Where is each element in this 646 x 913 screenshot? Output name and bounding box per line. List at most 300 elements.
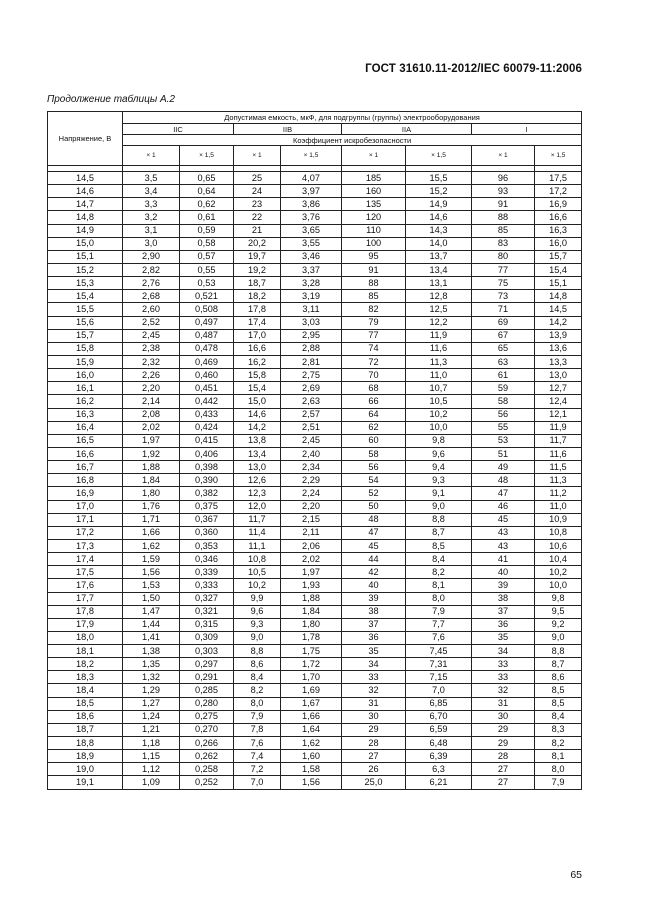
table-row [48, 447, 582, 460]
i-x15-cell: 11,5 [535, 461, 582, 474]
iic-x1-cell: 1,80 [123, 487, 180, 500]
iia-x1-cell: 42 [342, 566, 406, 579]
iic-x1-cell: 2,76 [123, 277, 180, 290]
iib-x1-cell: 8,8 [234, 645, 281, 658]
voltage-cell: 19,0 [48, 763, 123, 776]
table-row [48, 303, 582, 316]
iia-x15-cell: 8,1 [406, 579, 472, 592]
iia-x15-cell: 7,9 [406, 605, 472, 618]
iic-x15-cell: 0,469 [180, 355, 234, 368]
iia-x1-cell: 44 [342, 553, 406, 566]
iia-x1-cell: 47 [342, 526, 406, 539]
iib-x15-cell: 2,69 [281, 382, 342, 395]
table-row [48, 645, 582, 658]
iib-x15-cell: 1,78 [281, 631, 342, 644]
iib-x1-cell: 9,3 [234, 618, 281, 631]
i-x15-cell: 12,4 [535, 395, 582, 408]
i-x1-cell: 61 [472, 369, 535, 382]
iib-x1-cell: 15,8 [234, 369, 281, 382]
iib-x1-cell: 8,0 [234, 697, 281, 710]
iic-x1-cell: 2,14 [123, 395, 180, 408]
iia-x1-cell: 38 [342, 605, 406, 618]
iia-x1-cell: 27 [342, 750, 406, 763]
i-x15-cell: 11,9 [535, 421, 582, 434]
i-x1-cell: 39 [472, 579, 535, 592]
iic-x15-cell: 0,252 [180, 776, 234, 789]
i-x1-cell: 30 [472, 710, 535, 723]
iia-x1-cell: 54 [342, 474, 406, 487]
iic-x15-cell: 0,297 [180, 658, 234, 671]
iia-x15-cell: 14,3 [406, 224, 472, 237]
iic-x1-cell: 1,71 [123, 513, 180, 526]
multiplier-header: × 1 [123, 146, 180, 166]
iib-x1-cell: 17,0 [234, 329, 281, 342]
iic-x1-cell: 1,38 [123, 645, 180, 658]
i-x15-cell: 8,2 [535, 737, 582, 750]
iib-x1-cell: 13,4 [234, 447, 281, 460]
capacity-header: Допустимая емкость, мкФ, для подгруппы (группы) электрооборудования [123, 112, 582, 124]
table-row [48, 513, 582, 526]
iic-x1-cell: 2,68 [123, 290, 180, 303]
i-x15-cell: 10,8 [535, 526, 582, 539]
iic-x1-cell: 2,32 [123, 355, 180, 368]
iia-x15-cell: 7,7 [406, 618, 472, 631]
i-x15-cell: 12,7 [535, 382, 582, 395]
iib-x15-cell: 1,72 [281, 658, 342, 671]
i-x1-cell: 51 [472, 447, 535, 460]
iib-x1-cell: 8,6 [234, 658, 281, 671]
iib-x1-cell: 16,2 [234, 355, 281, 368]
iib-x15-cell: 2,57 [281, 408, 342, 421]
iic-x15-cell: 0,487 [180, 329, 234, 342]
iic-x15-cell: 0,460 [180, 369, 234, 382]
iia-x15-cell: 11,6 [406, 342, 472, 355]
i-x1-cell: 36 [472, 618, 535, 631]
iib-x1-cell: 14,2 [234, 421, 281, 434]
iib-x15-cell: 3,03 [281, 316, 342, 329]
iia-x15-cell: 13,4 [406, 263, 472, 276]
i-x15-cell: 14,2 [535, 316, 582, 329]
i-x1-cell: 59 [472, 382, 535, 395]
iib-x1-cell: 19,7 [234, 250, 281, 263]
iic-x15-cell: 0,360 [180, 526, 234, 539]
i-x1-cell: 45 [472, 513, 535, 526]
table-row [48, 474, 582, 487]
multiplier-header: × 1,5 [180, 146, 234, 166]
iib-x15-cell: 3,37 [281, 263, 342, 276]
iib-x15-cell: 3,28 [281, 277, 342, 290]
iib-x1-cell: 7,9 [234, 710, 281, 723]
iib-x15-cell: 1,60 [281, 750, 342, 763]
iib-x15-cell: 2,63 [281, 395, 342, 408]
iib-x15-cell: 1,70 [281, 671, 342, 684]
table-row [48, 224, 582, 237]
iib-x1-cell: 8,4 [234, 671, 281, 684]
voltage-cell: 16,3 [48, 408, 123, 421]
iic-x1-cell: 3,3 [123, 198, 180, 211]
iib-x15-cell: 1,56 [281, 776, 342, 789]
i-x15-cell: 8,3 [535, 723, 582, 736]
iia-x15-cell: 15,5 [406, 172, 472, 185]
iic-x1-cell: 1,50 [123, 592, 180, 605]
voltage-cell: 18,2 [48, 658, 123, 671]
group-header-iic: IIC [123, 124, 234, 135]
iia-x15-cell: 8,4 [406, 553, 472, 566]
iic-x15-cell: 0,321 [180, 605, 234, 618]
iia-x15-cell: 13,7 [406, 250, 472, 263]
i-x15-cell: 11,2 [535, 487, 582, 500]
iia-x1-cell: 110 [342, 224, 406, 237]
i-x1-cell: 43 [472, 539, 535, 552]
iib-x15-cell: 1,84 [281, 605, 342, 618]
group-header-i: I [472, 124, 582, 135]
group-header-iib: IIB [234, 124, 342, 135]
iic-x1-cell: 2,45 [123, 329, 180, 342]
iib-x1-cell: 15,4 [234, 382, 281, 395]
voltage-cell: 16,6 [48, 447, 123, 460]
i-x1-cell: 91 [472, 198, 535, 211]
iib-x15-cell: 2,11 [281, 526, 342, 539]
i-x1-cell: 73 [472, 290, 535, 303]
table-row [48, 526, 582, 539]
multiplier-header: × 1 [342, 146, 406, 166]
iic-x15-cell: 0,398 [180, 461, 234, 474]
iib-x15-cell: 1,64 [281, 723, 342, 736]
iib-x1-cell: 7,8 [234, 723, 281, 736]
iic-x15-cell: 0,353 [180, 539, 234, 552]
i-x15-cell: 9,8 [535, 592, 582, 605]
table-row [48, 395, 582, 408]
voltage-cell: 17,3 [48, 539, 123, 552]
voltage-cell: 17,2 [48, 526, 123, 539]
iia-x1-cell: 100 [342, 237, 406, 250]
iic-x1-cell: 2,38 [123, 342, 180, 355]
i-x15-cell: 8,7 [535, 658, 582, 671]
table-row [48, 605, 582, 618]
document-header: ГОСТ 31610.11-2012/IEC 60079-11:2006 [365, 63, 582, 75]
voltage-cell: 16,4 [48, 421, 123, 434]
iia-x1-cell: 82 [342, 303, 406, 316]
capacitance-table [47, 111, 582, 790]
iia-x1-cell: 25,0 [342, 776, 406, 789]
voltage-cell: 18,3 [48, 671, 123, 684]
iib-x15-cell: 4,07 [281, 172, 342, 185]
iic-x1-cell: 1,29 [123, 684, 180, 697]
iia-x1-cell: 35 [342, 645, 406, 658]
iia-x15-cell: 6,59 [406, 723, 472, 736]
table-row [48, 263, 582, 276]
i-x1-cell: 35 [472, 631, 535, 644]
iia-x15-cell: 13,1 [406, 277, 472, 290]
iia-x15-cell: 8,8 [406, 513, 472, 526]
iib-x1-cell: 9,0 [234, 631, 281, 644]
voltage-cell: 18,7 [48, 723, 123, 736]
iic-x1-cell: 2,08 [123, 408, 180, 421]
voltage-cell: 18,1 [48, 645, 123, 658]
i-x1-cell: 56 [472, 408, 535, 421]
iic-x1-cell: 1,59 [123, 553, 180, 566]
iic-x15-cell: 0,59 [180, 224, 234, 237]
iic-x1-cell: 3,0 [123, 237, 180, 250]
iib-x1-cell: 11,1 [234, 539, 281, 552]
iia-x1-cell: 77 [342, 329, 406, 342]
voltage-cell: 17,4 [48, 553, 123, 566]
table-row [48, 539, 582, 552]
table-row [48, 342, 582, 355]
iib-x1-cell: 9,6 [234, 605, 281, 618]
iib-x1-cell: 21 [234, 224, 281, 237]
iib-x15-cell: 1,66 [281, 710, 342, 723]
iic-x1-cell: 1,97 [123, 434, 180, 447]
voltage-cell: 16,2 [48, 395, 123, 408]
iia-x1-cell: 185 [342, 172, 406, 185]
voltage-cell: 15,0 [48, 237, 123, 250]
i-x15-cell: 17,2 [535, 185, 582, 198]
i-x1-cell: 53 [472, 434, 535, 447]
iib-x1-cell: 7,6 [234, 737, 281, 750]
iib-x1-cell: 17,4 [234, 316, 281, 329]
iia-x1-cell: 31 [342, 697, 406, 710]
i-x15-cell: 16,3 [535, 224, 582, 237]
iib-x15-cell: 3,97 [281, 185, 342, 198]
iic-x1-cell: 1,15 [123, 750, 180, 763]
iia-x1-cell: 50 [342, 500, 406, 513]
iic-x15-cell: 0,339 [180, 566, 234, 579]
i-x15-cell: 15,7 [535, 250, 582, 263]
table-caption: Продолжение таблицы А.2 [47, 94, 175, 105]
iib-x1-cell: 11,4 [234, 526, 281, 539]
table-row [48, 579, 582, 592]
iia-x15-cell: 6,48 [406, 737, 472, 750]
voltage-cell: 15,9 [48, 355, 123, 368]
iic-x1-cell: 1,09 [123, 776, 180, 789]
iic-x1-cell: 1,24 [123, 710, 180, 723]
i-x1-cell: 37 [472, 605, 535, 618]
i-x1-cell: 77 [472, 263, 535, 276]
iic-x15-cell: 0,65 [180, 172, 234, 185]
table-row [48, 500, 582, 513]
iia-x1-cell: 64 [342, 408, 406, 421]
voltage-cell: 14,8 [48, 211, 123, 224]
iia-x15-cell: 7,15 [406, 671, 472, 684]
table-row [48, 421, 582, 434]
iia-x15-cell: 8,5 [406, 539, 472, 552]
i-x15-cell: 16,9 [535, 198, 582, 211]
iia-x1-cell: 72 [342, 355, 406, 368]
iic-x15-cell: 0,64 [180, 185, 234, 198]
iic-x1-cell: 1,84 [123, 474, 180, 487]
iic-x15-cell: 0,478 [180, 342, 234, 355]
voltage-cell: 16,1 [48, 382, 123, 395]
iic-x15-cell: 0,291 [180, 671, 234, 684]
voltage-cell: 15,6 [48, 316, 123, 329]
iic-x1-cell: 1,62 [123, 539, 180, 552]
iia-x15-cell: 12,8 [406, 290, 472, 303]
iib-x1-cell: 7,0 [234, 776, 281, 789]
iib-x1-cell: 7,4 [234, 750, 281, 763]
iic-x1-cell: 1,12 [123, 763, 180, 776]
i-x1-cell: 33 [472, 658, 535, 671]
iib-x1-cell: 18,2 [234, 290, 281, 303]
table-row [48, 237, 582, 250]
iic-x1-cell: 1,32 [123, 671, 180, 684]
iia-x1-cell: 68 [342, 382, 406, 395]
i-x1-cell: 83 [472, 237, 535, 250]
i-x1-cell: 29 [472, 723, 535, 736]
iia-x1-cell: 29 [342, 723, 406, 736]
iib-x15-cell: 1,69 [281, 684, 342, 697]
voltage-cell: 16,8 [48, 474, 123, 487]
table-row [48, 185, 582, 198]
i-x15-cell: 13,6 [535, 342, 582, 355]
voltage-cell: 17,7 [48, 592, 123, 605]
i-x15-cell: 8,5 [535, 697, 582, 710]
iia-x1-cell: 30 [342, 710, 406, 723]
table-row [48, 684, 582, 697]
voltage-cell: 15,1 [48, 250, 123, 263]
iia-x15-cell: 15,2 [406, 185, 472, 198]
iia-x1-cell: 85 [342, 290, 406, 303]
i-x15-cell: 10,9 [535, 513, 582, 526]
iia-x15-cell: 6,70 [406, 710, 472, 723]
table-row [48, 658, 582, 671]
iib-x15-cell: 2,02 [281, 553, 342, 566]
iib-x15-cell: 2,24 [281, 487, 342, 500]
iib-x15-cell: 1,75 [281, 645, 342, 658]
iia-x1-cell: 28 [342, 737, 406, 750]
iia-x1-cell: 33 [342, 671, 406, 684]
iia-x1-cell: 52 [342, 487, 406, 500]
iia-x15-cell: 6,21 [406, 776, 472, 789]
iic-x15-cell: 0,275 [180, 710, 234, 723]
table-row [48, 172, 582, 185]
table-row [48, 671, 582, 684]
i-x15-cell: 17,5 [535, 172, 582, 185]
table-row [48, 631, 582, 644]
iia-x15-cell: 8,2 [406, 566, 472, 579]
iic-x1-cell: 1,76 [123, 500, 180, 513]
iib-x15-cell: 1,62 [281, 737, 342, 750]
iib-x15-cell: 1,88 [281, 592, 342, 605]
iia-x1-cell: 70 [342, 369, 406, 382]
iia-x15-cell: 14,6 [406, 211, 472, 224]
iia-x15-cell: 7,45 [406, 645, 472, 658]
i-x15-cell: 13,3 [535, 355, 582, 368]
i-x15-cell: 10,2 [535, 566, 582, 579]
iia-x15-cell: 8,0 [406, 592, 472, 605]
iib-x1-cell: 10,2 [234, 579, 281, 592]
i-x1-cell: 41 [472, 553, 535, 566]
iia-x15-cell: 9,4 [406, 461, 472, 474]
i-x1-cell: 58 [472, 395, 535, 408]
iic-x1-cell: 3,1 [123, 224, 180, 237]
i-x1-cell: 80 [472, 250, 535, 263]
iic-x15-cell: 0,415 [180, 434, 234, 447]
iib-x1-cell: 16,6 [234, 342, 281, 355]
table-row [48, 316, 582, 329]
iia-x1-cell: 74 [342, 342, 406, 355]
iia-x15-cell: 8,7 [406, 526, 472, 539]
i-x15-cell: 9,2 [535, 618, 582, 631]
iib-x1-cell: 12,6 [234, 474, 281, 487]
iic-x1-cell: 2,90 [123, 250, 180, 263]
iic-x1-cell: 1,47 [123, 605, 180, 618]
iib-x1-cell: 17,8 [234, 303, 281, 316]
table-row [48, 408, 582, 421]
iib-x1-cell: 25 [234, 172, 281, 185]
i-x1-cell: 69 [472, 316, 535, 329]
voltage-cell: 16,0 [48, 369, 123, 382]
multiplier-header: × 1,5 [535, 146, 582, 166]
voltage-cell: 18,0 [48, 631, 123, 644]
table-row [48, 250, 582, 263]
iic-x15-cell: 0,262 [180, 750, 234, 763]
iib-x15-cell: 2,34 [281, 461, 342, 474]
voltage-cell: 17,5 [48, 566, 123, 579]
i-x15-cell: 16,6 [535, 211, 582, 224]
i-x1-cell: 27 [472, 763, 535, 776]
iia-x15-cell: 12,5 [406, 303, 472, 316]
i-x15-cell: 8,6 [535, 671, 582, 684]
i-x15-cell: 8,1 [535, 750, 582, 763]
i-x15-cell: 10,6 [535, 539, 582, 552]
i-x1-cell: 67 [472, 329, 535, 342]
i-x15-cell: 11,7 [535, 434, 582, 447]
multiplier-header: × 1,5 [406, 146, 472, 166]
iia-x15-cell: 10,5 [406, 395, 472, 408]
iib-x1-cell: 24 [234, 185, 281, 198]
iib-x1-cell: 10,5 [234, 566, 281, 579]
voltage-cell: 18,6 [48, 710, 123, 723]
table-row [48, 277, 582, 290]
voltage-cell: 17,0 [48, 500, 123, 513]
iia-x15-cell: 12,2 [406, 316, 472, 329]
voltage-cell: 17,9 [48, 618, 123, 631]
iic-x15-cell: 0,57 [180, 250, 234, 263]
voltage-cell: 14,5 [48, 172, 123, 185]
table-row [48, 723, 582, 736]
iic-x1-cell: 1,18 [123, 737, 180, 750]
iic-x15-cell: 0,442 [180, 395, 234, 408]
table-row [48, 382, 582, 395]
i-x1-cell: 47 [472, 487, 535, 500]
table-row [48, 211, 582, 224]
iib-x15-cell: 2,45 [281, 434, 342, 447]
iia-x15-cell: 7,0 [406, 684, 472, 697]
iic-x15-cell: 0,55 [180, 263, 234, 276]
i-x15-cell: 8,8 [535, 645, 582, 658]
table-row [48, 461, 582, 474]
i-x1-cell: 93 [472, 185, 535, 198]
iia-x1-cell: 39 [342, 592, 406, 605]
voltage-cell: 19,1 [48, 776, 123, 789]
voltage-cell: 16,7 [48, 461, 123, 474]
iia-x15-cell: 9,8 [406, 434, 472, 447]
table-row [48, 487, 582, 500]
i-x15-cell: 14,5 [535, 303, 582, 316]
table-row [48, 776, 582, 789]
iic-x1-cell: 1,41 [123, 631, 180, 644]
i-x15-cell: 8,4 [535, 710, 582, 723]
table-row [48, 355, 582, 368]
i-x1-cell: 28 [472, 750, 535, 763]
iic-x1-cell: 3,4 [123, 185, 180, 198]
iic-x15-cell: 0,333 [180, 579, 234, 592]
iib-x1-cell: 23 [234, 198, 281, 211]
iic-x15-cell: 0,433 [180, 408, 234, 421]
voltage-cell: 15,5 [48, 303, 123, 316]
voltage-cell: 17,6 [48, 579, 123, 592]
